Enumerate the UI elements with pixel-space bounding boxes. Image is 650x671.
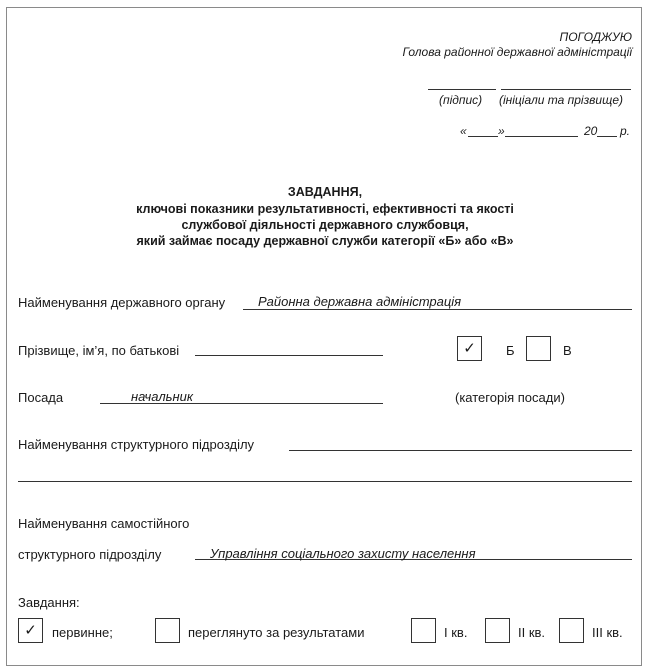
independent-unit-label-2: структурного підрозділу bbox=[18, 547, 162, 562]
check-icon: ✓ bbox=[463, 340, 476, 357]
approval-position: Голова районної державної адміністрації bbox=[402, 45, 632, 59]
agency-label: Найменування державного органу bbox=[18, 295, 226, 310]
fullname-line[interactable] bbox=[195, 355, 383, 356]
date-month-line[interactable] bbox=[505, 136, 578, 137]
agency-value[interactable]: Районна державна адміністрація bbox=[258, 294, 462, 309]
structural-unit-line-2[interactable] bbox=[18, 481, 632, 482]
check-icon: ✓ bbox=[24, 622, 37, 639]
reviewed-checkbox[interactable] bbox=[155, 618, 180, 643]
approval-heading: ПОГОДЖУЮ bbox=[559, 30, 632, 44]
q3-checkbox[interactable] bbox=[559, 618, 584, 643]
independent-unit-value[interactable]: Управління соціального захисту населення bbox=[210, 546, 476, 561]
signature-label: (підпис) bbox=[439, 93, 483, 107]
date-day-line[interactable] bbox=[468, 136, 498, 137]
category-v-checkbox[interactable] bbox=[526, 336, 551, 361]
structural-unit-line[interactable] bbox=[289, 450, 632, 451]
q2-checkbox[interactable] bbox=[485, 618, 510, 643]
date-open-quote: « bbox=[460, 124, 467, 138]
date-year-suffix: р. bbox=[620, 124, 631, 138]
q3-label: ІІІ кв. bbox=[592, 625, 623, 640]
check-icon bbox=[156, 619, 179, 642]
q2-label: ІІ кв. bbox=[518, 625, 546, 640]
fullname-label: Прізвище, ім’я, по батькові bbox=[18, 343, 180, 358]
reviewed-label: переглянуто за результатами bbox=[188, 625, 365, 640]
primary-label: первинне; bbox=[52, 625, 113, 640]
date-year-line[interactable] bbox=[597, 136, 617, 137]
signature-line[interactable] bbox=[428, 89, 496, 90]
position-category-label: (категорія посади) bbox=[455, 390, 565, 405]
check-icon bbox=[527, 337, 550, 360]
independent-unit-label-1: Найменування самостійного bbox=[18, 516, 190, 531]
title-line-4: який займає посаду державної служби категорії «Б» або «В» bbox=[136, 234, 514, 248]
date-close-quote: » bbox=[498, 124, 505, 138]
date-year-prefix: 20 bbox=[584, 124, 598, 138]
name-label: (ініціали та прізвище) bbox=[499, 93, 623, 107]
category-b-label: Б bbox=[506, 343, 515, 358]
position-value[interactable]: начальник bbox=[131, 389, 194, 404]
title-line-2: ключові показники результативності, ефективності та якості bbox=[136, 202, 514, 216]
q1-label: І кв. bbox=[444, 625, 468, 640]
category-v-label: В bbox=[563, 343, 572, 358]
document-title: ЗАВДАННЯ, bbox=[287, 185, 363, 199]
structural-unit-label: Найменування структурного підрозділу bbox=[18, 437, 255, 452]
position-label: Посада bbox=[18, 390, 64, 405]
primary-checkbox[interactable] bbox=[18, 618, 43, 643]
q1-checkbox[interactable] bbox=[411, 618, 436, 643]
category-b-checkbox[interactable] bbox=[457, 336, 482, 361]
tasks-label: Завдання: bbox=[18, 595, 80, 610]
agency-line[interactable] bbox=[243, 309, 632, 310]
title-line-3: службової діяльності державного службовця, bbox=[181, 218, 469, 232]
name-line[interactable] bbox=[501, 89, 631, 90]
